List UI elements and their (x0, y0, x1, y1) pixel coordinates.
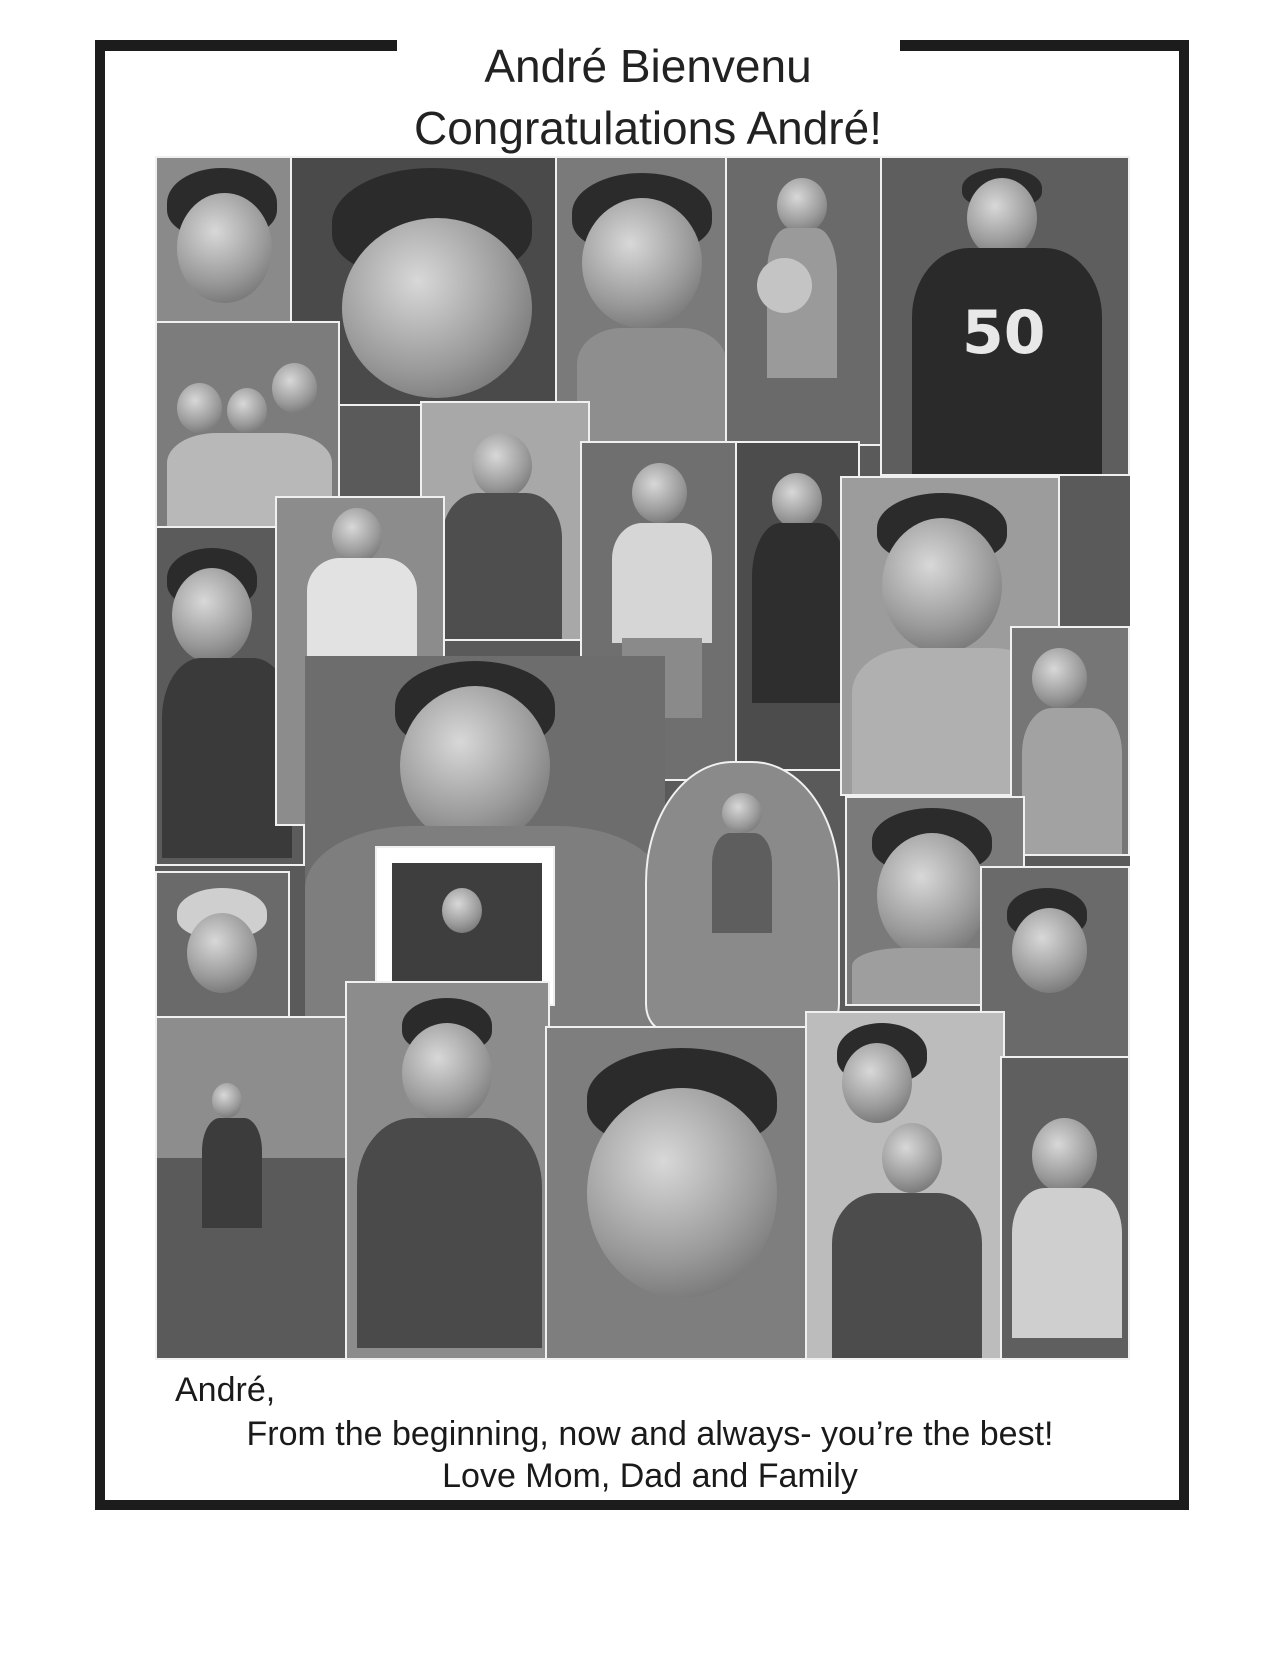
collage-photo (155, 156, 295, 326)
collage-photo (345, 981, 550, 1360)
collage-photo: 50 (880, 156, 1130, 476)
page-title: André Bienvenu (484, 40, 812, 92)
collage-photo (1000, 1056, 1130, 1360)
collage-photo (155, 1016, 350, 1360)
collage-photo (1010, 626, 1130, 856)
collage-photo (805, 1011, 1005, 1360)
message-salutation: André, (175, 1371, 276, 1409)
collage-photo (420, 401, 590, 641)
collage-photo (545, 1026, 815, 1360)
photo-collage (155, 156, 1130, 1360)
collage-photo (645, 761, 840, 1031)
message-signature: Love Mom, Dad and Family (442, 1457, 858, 1495)
message-body: From the beginning, now and always- you’re the best! (246, 1415, 1054, 1453)
congratulations-heading: Congratulations André! (414, 102, 882, 154)
collage-photo (155, 871, 290, 1031)
collage-photo (725, 156, 885, 446)
